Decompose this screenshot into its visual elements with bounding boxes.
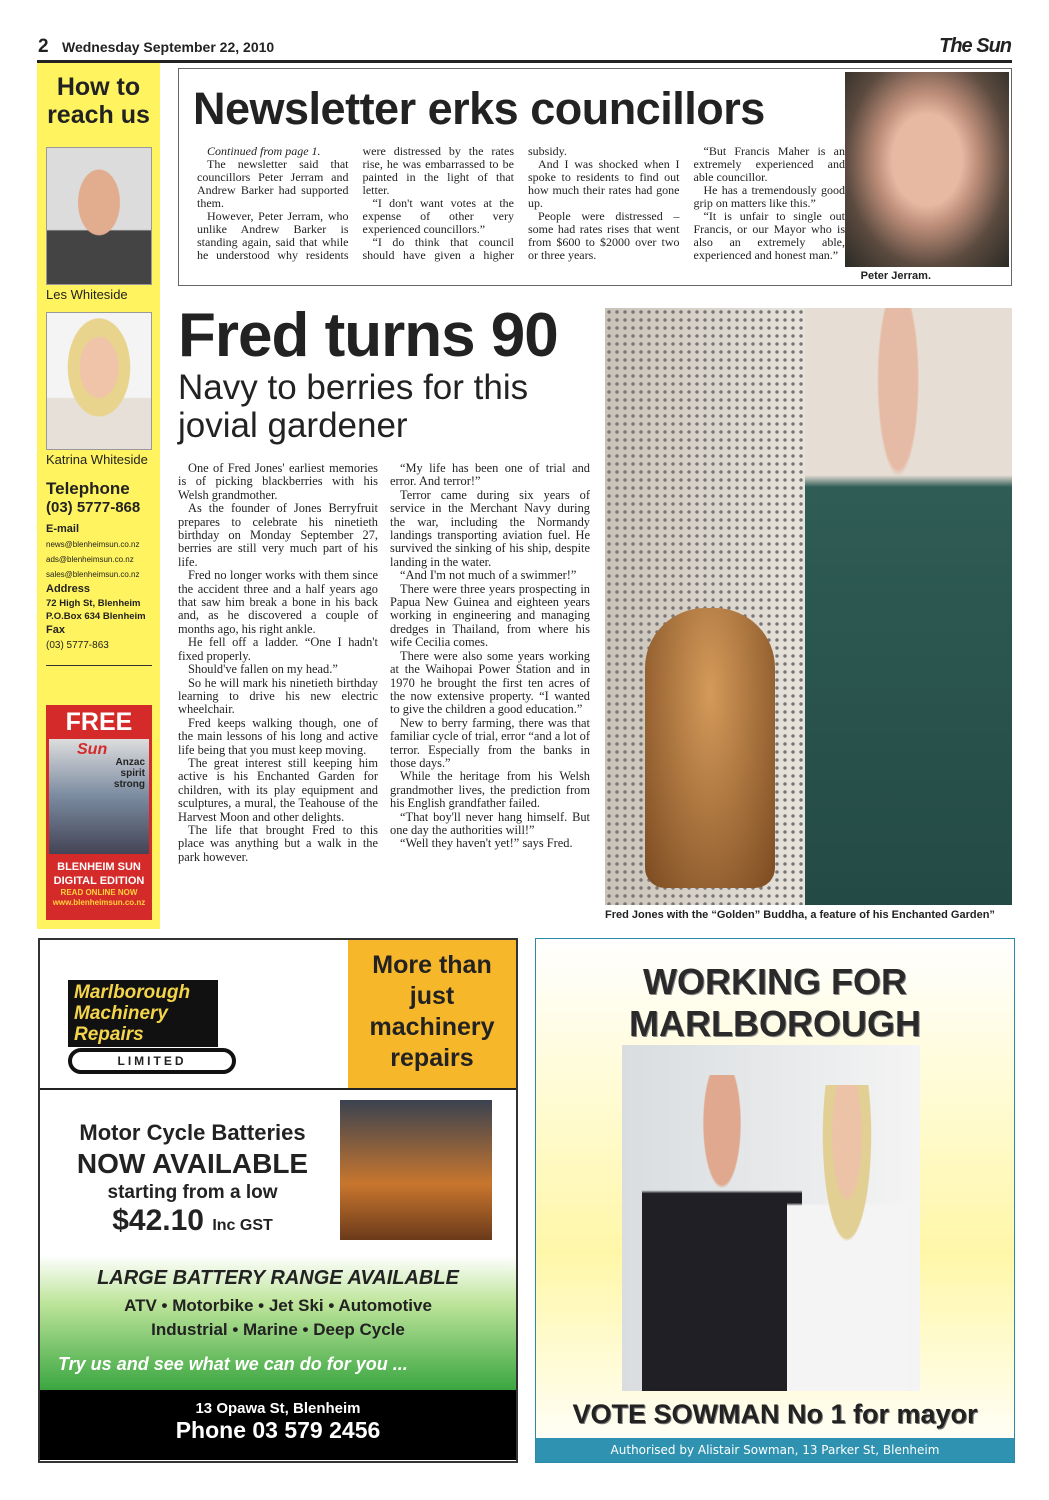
paragraph: Fred no longer works with them since the accident three and a half years ago that saw him break a bone in his back and, as he discovered a couple of months ago, his right ankle. xyxy=(178,568,378,636)
vote-slogan: VOTE SOWMAN No 1 for mayor xyxy=(572,1399,978,1429)
ad-title: MARLBOROUGH xyxy=(629,1003,921,1044)
logo-limited: LIMITED xyxy=(68,1048,236,1074)
paragraph: “That boy'll never hang himself. But one day the authorities will!” xyxy=(390,809,590,837)
issue-date: Wednesday September 22, 2010 xyxy=(62,39,275,55)
machinery-repairs-ad[interactable] xyxy=(38,938,518,1463)
paragraph: However, Peter Jerram, who unlike Andrew Barker is standing again, said that while he understood why residents were distressed by the rates rise, he was embarrassed to be painted in the light of that letter. xyxy=(197,144,514,262)
address-line: 72 High St, Blenheim xyxy=(46,598,141,609)
thumb-logo: Sun xyxy=(77,741,108,758)
digital-edition-promo[interactable] xyxy=(46,705,152,920)
buddha-statue xyxy=(645,608,775,888)
email-link[interactable]: sales@blenheimsun.co.nz xyxy=(46,570,140,579)
paragraph: People were distressed – some had rates rises that went from $600 to $2000 over two or three years. xyxy=(528,209,680,262)
story-body xyxy=(197,145,845,262)
promo-title: BLENHEIM SUN xyxy=(57,861,141,873)
paragraph: Fred keeps walking though, one of the main lessons of his long and active life being that you must keep moving. xyxy=(178,715,378,757)
paragraph: He has a tremendously good grip on matters like this.” xyxy=(693,183,845,210)
ad-slogan: Try us and see what we can do for you ... xyxy=(58,1354,408,1374)
portrait-les xyxy=(46,147,152,285)
portrait-caption: Les Whiteside xyxy=(46,287,128,302)
masthead-logo: The Sun xyxy=(939,35,1011,57)
divider xyxy=(46,665,152,666)
photo-caption: Peter Jerram. xyxy=(860,270,931,282)
paragraph: He fell off a ladder. “One I hadn't fixed properly. xyxy=(178,635,378,663)
ad-title: WORKING FOR xyxy=(643,961,907,1002)
shop-phone: Phone 03 579 2456 xyxy=(175,1417,381,1443)
logo-text: Marlborough Machinery Repairs xyxy=(68,980,218,1047)
candidate-woman xyxy=(787,1085,907,1391)
paragraph: One of Fred Jones' earliest memories is of picking blackberries with his Welsh grandmother. xyxy=(178,461,378,502)
contact-sidebar xyxy=(37,63,160,929)
election-ad[interactable] xyxy=(535,938,1015,1463)
address-line: P.O.Box 634 Blenheim xyxy=(46,611,146,622)
availability: NOW AVAILABLE xyxy=(76,1148,309,1179)
company-logo xyxy=(40,940,348,1088)
price-intro: starting from a low xyxy=(107,1182,278,1203)
read-online-label: READ ONLINE NOW xyxy=(60,888,138,897)
paragraph: Should've fallen on my head.” xyxy=(188,662,338,677)
paragraph: The newsletter said that councillors Peter Jerram and Andrew Barker had supported them. xyxy=(197,157,349,210)
fred-jones-figure xyxy=(805,308,1012,905)
paragraph: And I was shocked when I spoke to residents to find out how much their rates had gone up. xyxy=(528,157,680,210)
battery-types: Industrial • Marine • Deep Cycle xyxy=(151,1320,405,1339)
motorbike-photo xyxy=(340,1100,492,1240)
candidates-photo xyxy=(622,1045,920,1391)
telephone-number: (03) 5777-868 xyxy=(46,499,141,516)
paragraph: “I do think that council should have given a higher subsidy. xyxy=(362,144,567,262)
paragraph: New to berry farming, there was that familiar cycle of trial, error “and a lot of terror. Especially from the banks in those days.” xyxy=(390,715,590,770)
photo-caption: Fred Jones with the “Golden” Buddha, a feature of his Enchanted Garden” xyxy=(605,909,995,921)
thumb-headline: Anzac spirit strong xyxy=(113,757,145,790)
candidate-man xyxy=(642,1075,802,1391)
promo-subtitle: DIGITAL EDITION xyxy=(53,875,145,887)
address-label: Address xyxy=(46,583,91,595)
front-page-thumbnail xyxy=(49,739,149,854)
story-body xyxy=(178,462,590,932)
paragraph: “I don't want votes at the expense of other very experienced councillors.” xyxy=(362,196,514,236)
paragraph: “But Francis Maher is an extremely experienced and able councillor. xyxy=(693,144,845,184)
paragraph: “It is unfair to single out Francis, or our Mayor who is also an extremely able, experienced and honest man.” xyxy=(693,209,845,262)
paragraph: The life that brought Fred to this place was anything but a walk in the park however. xyxy=(178,822,378,864)
sidebar-title: How to reach us xyxy=(47,73,150,129)
paragraph: As the founder of Jones Berryfruit prepares to celebrate his ninetieth birthday on Monday September 27, berries are still very much part of his life. xyxy=(178,501,378,569)
authorisation-line: Authorised by Alistair Sowman, 13 Parker St, Blenheim xyxy=(536,1438,1014,1462)
paragraph: “And I'm not much of a swimmer!” xyxy=(400,568,577,583)
story-subhead: Navy to berries for this jovial gardener xyxy=(178,368,529,445)
paragraph: “Well they haven't yet!” says Fred. xyxy=(400,836,573,851)
story-headline: Fred turns 90 xyxy=(178,301,558,370)
portrait-caption: Katrina Whiteside xyxy=(46,452,148,467)
peter-jerram-photo xyxy=(845,72,1009,267)
story-headline: Newsletter erks councillors xyxy=(193,83,765,134)
email-link[interactable]: ads@blenheimsun.co.nz xyxy=(46,555,134,564)
continued-note: Continued from page 1. xyxy=(207,144,321,158)
paragraph: Terror came during six years of service in the Merchant Navy during the war, including the Normandy landings transporting aviation fuel. He survived the sinking of his ship, despite landing in the water. xyxy=(390,487,590,569)
shop-address: 13 Opawa St, Blenheim xyxy=(195,1400,361,1417)
price: $42.10 xyxy=(112,1204,204,1237)
newsletter-story xyxy=(178,68,1012,286)
fax-label: Fax xyxy=(46,624,65,636)
email-link[interactable]: news@blenheimsun.co.nz xyxy=(46,540,140,549)
paragraph: The great interest still keeping him active is his Enchanted Garden for children, with its play equipment and sculptures, a mural, the Teahouse of the Harvest Moon and other delights. xyxy=(178,755,378,824)
email-label: E-mail xyxy=(46,523,80,535)
range-heading: LARGE BATTERY RANGE AVAILABLE xyxy=(97,1267,459,1289)
fred-jones-photo xyxy=(605,308,1012,905)
portrait-katrina xyxy=(46,312,152,450)
battery-types: ATV • Motorbike • Jet Ski • Automotive xyxy=(124,1296,432,1315)
paragraph: There were also some years working at the Waihopai Power Station and in 1970 he brought the first ten acres of the now extensive property. “I wanted to give the children a good education.” xyxy=(390,648,590,717)
paragraph: So he will mark his ninetieth birthday learning to drive his new electric wheelchair. xyxy=(178,675,378,717)
fax-number: (03) 5777-863 xyxy=(46,640,109,651)
page-number: 2 xyxy=(38,36,49,57)
price-suffix: Inc GST xyxy=(212,1217,273,1234)
paragraph: “My life has been one of trial and error. And terror!” xyxy=(390,461,590,489)
ad-tagline: More than just machinery repairs xyxy=(348,940,516,1088)
promo-url[interactable]: www.blenheimsun.co.nz xyxy=(52,898,146,907)
product-title: Motor Cycle Batteries xyxy=(79,1120,306,1145)
paragraph: While the heritage from his Welsh grandmother lives, the prediction from his English grandfather failed. xyxy=(390,769,590,811)
free-label: FREE xyxy=(65,708,133,736)
paragraph: There were three years prospecting in Papua New Guinea and eighteen years working in engineering and managing dredges in Thailand, from where his wife Cecilia comes. xyxy=(390,581,590,650)
header-rule xyxy=(37,60,1012,63)
telephone-label: Telephone xyxy=(46,479,130,498)
